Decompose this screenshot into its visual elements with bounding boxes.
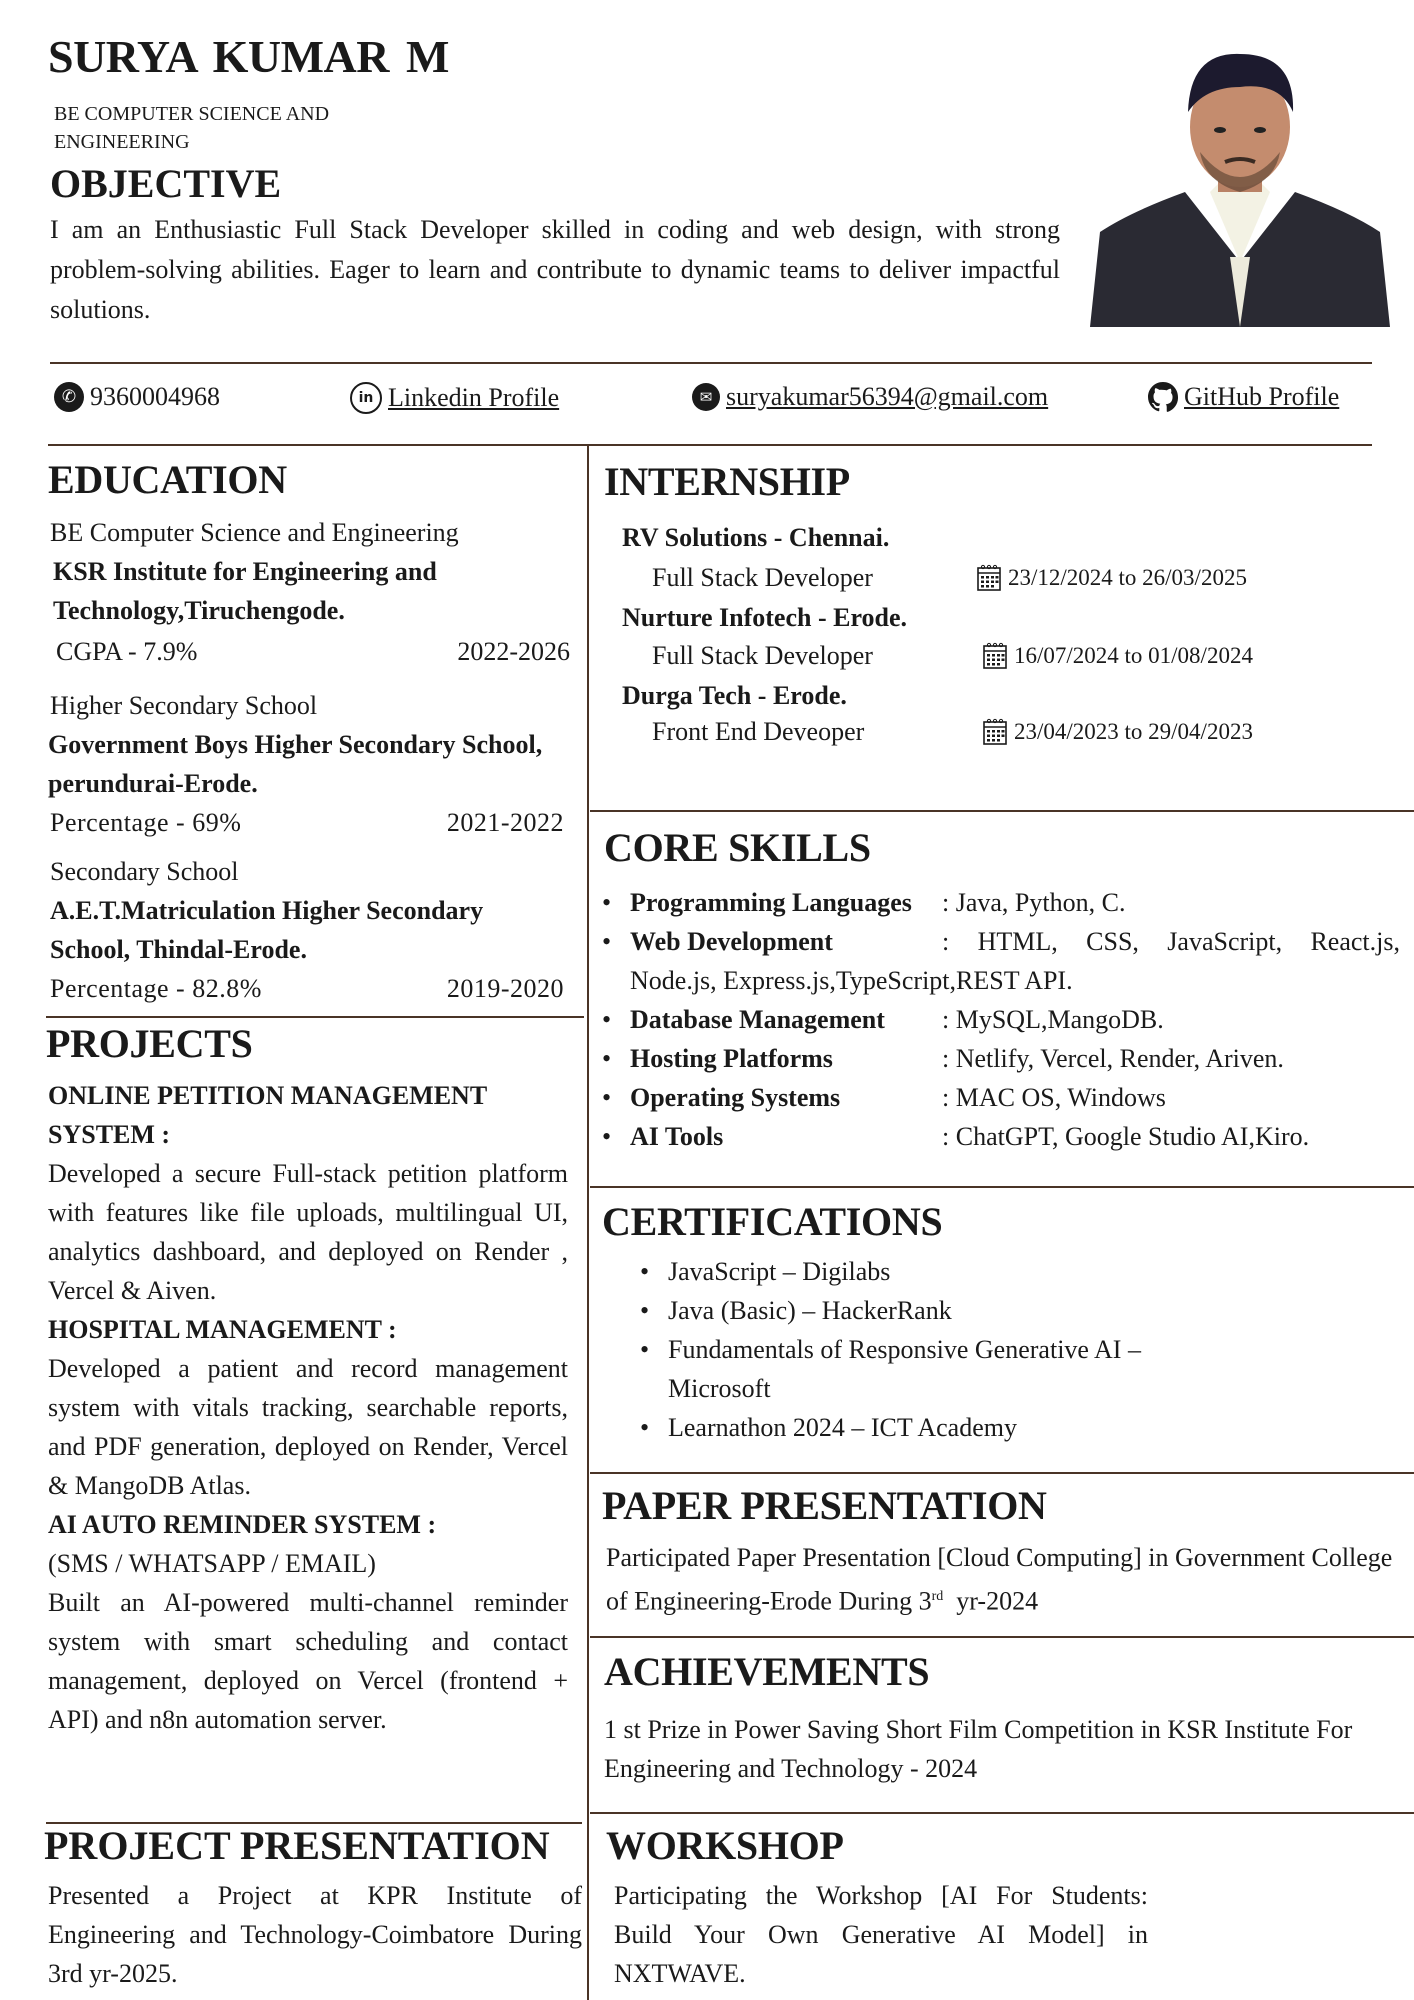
project-description: Built an AI-powered multi-channel reminder system with smart scheduling and contact management, deployed on Vercel (frontend + API) and n8n automation server. xyxy=(48,1588,568,1734)
internship-item xyxy=(622,518,1402,752)
skill-category: Programming Languages xyxy=(630,888,912,917)
internship-role-row xyxy=(622,558,1402,598)
workshop-heading: WORKSHOP xyxy=(606,1823,844,1868)
contact-github[interactable] xyxy=(1148,382,1339,412)
project-presentation-heading: PROJECT PRESENTATION xyxy=(44,1823,550,1868)
certifications-heading: CERTIFICATIONS xyxy=(602,1199,943,1244)
education-score-row xyxy=(50,803,564,842)
email-link[interactable]: suryakumar56394@gmail.com xyxy=(726,382,1049,411)
calendar-icon xyxy=(976,564,1002,592)
project-name: AI AUTO REMINDER SYSTEM : xyxy=(48,1510,437,1539)
education-school: A.E.T.Matriculation Higher Secondary School, Thindal-Erode. xyxy=(50,896,484,964)
skill-category: AI Tools xyxy=(630,1122,724,1151)
achievements-heading: ACHIEVEMENTS xyxy=(604,1649,930,1694)
skill-category: Operating Systems xyxy=(630,1083,841,1112)
skill-item xyxy=(600,883,1400,922)
skill-item xyxy=(600,1000,1400,1039)
skill-category: Web Development xyxy=(630,927,833,956)
projects-list xyxy=(48,1076,568,1739)
education-score: CGPA - 7.9% xyxy=(56,637,198,666)
internship-company: Durga Tech - Erode. xyxy=(622,681,847,710)
project-subtitle: (SMS / WHATSAPP / EMAIL) xyxy=(48,1549,376,1578)
phone-number: 9360004968 xyxy=(90,382,220,411)
phone-icon: ✆ xyxy=(54,382,84,412)
education-item xyxy=(50,514,580,671)
project-presentation-text: Presented a Project at KPR Institute of Engineering and Technology-Coimbatore During 3rd yr-2025. xyxy=(48,1881,582,1988)
objective-text: I am an Enthusiastic Full Stack Developer skilled in coding and web design, with strong problem-solving abilities. Eager to learn and contribute to dynamic teams to deliver impactful solutions. xyxy=(50,215,1060,324)
ordinal-suffix: rd xyxy=(931,1589,944,1604)
certification-item: • Java (Basic) – HackerRank xyxy=(640,1291,1280,1330)
objective-heading: OBJECTIVE xyxy=(50,161,282,206)
internship-role: Front End Deveoper xyxy=(652,717,865,746)
internship-heading: INTERNSHIP xyxy=(604,459,850,504)
contact-linkedin[interactable] xyxy=(350,382,559,414)
github-link[interactable]: GitHub Profile xyxy=(1184,382,1340,411)
education-years: 2019-2020 xyxy=(446,974,564,1003)
education-degree: Secondary School xyxy=(50,857,239,886)
internship-role-row xyxy=(622,636,1402,676)
education-years: 2021-2022 xyxy=(446,808,564,837)
project-name: HOSPITAL MANAGEMENT : xyxy=(48,1315,397,1344)
projects-heading: PROJECTS xyxy=(46,1021,253,1066)
education-score-row xyxy=(50,969,564,1008)
divider xyxy=(50,362,1372,364)
column-divider xyxy=(587,446,589,2000)
paper-presentation-year: yr-2024 xyxy=(943,1586,1039,1616)
contact-email[interactable] xyxy=(692,382,1048,412)
skill-category: Database Management xyxy=(630,1005,885,1034)
skill-item xyxy=(600,922,1400,1000)
linkedin-link[interactable]: Linkedin Profile xyxy=(388,383,560,412)
education-school: Government Boys Higher Secondary School, perundurai-Erode. xyxy=(48,730,543,798)
paper-presentation-body: Participated Paper Presentation [Cloud Computing] in Government College of Engineering-Erode During 3 xyxy=(606,1543,1393,1616)
internship-date-range: 23/12/2024 to 26/03/2025 xyxy=(1008,565,1247,590)
project-description: Developed a secure Full-stack petition platform with features like file uploads, multilingual UI, analytics dashboard, and deployed on Render , Vercel & Aiven. xyxy=(48,1159,568,1305)
education-degree: Higher Secondary School xyxy=(50,691,318,720)
divider xyxy=(590,810,1414,812)
certification-item: • Learnathon 2024 – ICT Academy xyxy=(640,1408,1280,1447)
github-icon xyxy=(1148,382,1178,412)
divider xyxy=(590,1636,1414,1638)
workshop-text: Participating the Workshop [AI For Students: Build Your Own Generative AI Model] in NXTWAVE. xyxy=(614,1881,1148,1988)
certification-item: • Fundamentals of Responsive Generative AI – Microsoft xyxy=(640,1330,1188,1408)
internship-company: RV Solutions - Chennai. xyxy=(622,523,890,552)
skill-values: : Java, Python, C. xyxy=(942,888,1126,917)
skill-values: : Netlify, Vercel, Render, Ariven. xyxy=(942,1044,1284,1073)
internship-dates xyxy=(982,636,1253,676)
profile-photo xyxy=(1090,32,1390,327)
linkedin-icon: in xyxy=(350,382,382,414)
divider xyxy=(590,444,1372,446)
skill-item xyxy=(600,1039,1400,1078)
certification-item: • JavaScript – Digilabs xyxy=(640,1252,1280,1291)
internship-dates xyxy=(976,558,1247,598)
achievements-text: 1 st Prize in Power Saving Short Film Competition in KSR Institute For Engineering and Technology - 2024 xyxy=(604,1715,1353,1783)
certifications-list xyxy=(640,1252,1280,1447)
education-years: 2022-2026 xyxy=(457,637,570,666)
internship-date-range: 16/07/2024 to 01/08/2024 xyxy=(1014,643,1253,668)
skill-item xyxy=(600,1117,1400,1156)
education-score: Percentage - 69% xyxy=(50,808,242,837)
paper-presentation-text xyxy=(606,1538,1406,1621)
education-item xyxy=(50,852,580,1008)
education-heading: EDUCATION xyxy=(48,457,287,502)
project-description: Developed a patient and record management system with vitals tracking, searchable reports, and PDF generation, deployed on Render, Vercel & MangoDB Atlas. xyxy=(48,1354,568,1500)
education-score-row xyxy=(50,632,570,671)
calendar-icon xyxy=(982,718,1008,746)
calendar-icon xyxy=(982,642,1008,670)
internship-date-range: 23/04/2023 to 29/04/2023 xyxy=(1014,719,1253,744)
education-school: KSR Institute for Engineering and Technology,Tiruchengode. xyxy=(53,557,437,625)
email-icon: ✉ xyxy=(692,383,720,411)
skill-values: : MAC OS, Windows xyxy=(942,1083,1166,1112)
skill-values: : MySQL,MangoDB. xyxy=(942,1005,1164,1034)
skill-item xyxy=(600,1078,1400,1117)
internship-company: Nurture Infotech - Erode. xyxy=(622,603,908,632)
internship-dates xyxy=(982,712,1253,752)
divider xyxy=(46,1016,584,1018)
education-item xyxy=(50,686,580,842)
skill-values: : ChatGPT, Google Studio AI,Kiro. xyxy=(942,1122,1310,1151)
skill-category: Hosting Platforms xyxy=(630,1044,833,1073)
skills-list xyxy=(600,883,1400,1156)
paper-presentation-heading: PAPER PRESENTATION xyxy=(602,1483,1047,1528)
skill-values: : HTML, CSS, JavaScript, React.js, Node.js, Express.js,TypeScript,REST API. xyxy=(630,927,1400,995)
candidate-name: SURYA KUMAR M xyxy=(48,31,449,82)
contact-phone xyxy=(54,382,220,412)
divider xyxy=(590,1186,1414,1188)
core-skills-heading: CORE SKILLS xyxy=(604,825,871,870)
degree-subtitle: BE COMPUTER SCIENCE AND ENGINEERING xyxy=(54,103,330,153)
internship-role: Full Stack Developer xyxy=(652,641,873,670)
divider xyxy=(590,1472,1414,1474)
internship-role-row xyxy=(622,712,1402,752)
project-name: ONLINE PETITION MANAGEMENT SYSTEM : xyxy=(48,1081,487,1149)
education-score: Percentage - 82.8% xyxy=(50,974,262,1003)
internship-role: Full Stack Developer xyxy=(652,563,873,592)
divider xyxy=(590,1812,1414,1814)
education-degree: BE Computer Science and Engineering xyxy=(50,518,459,547)
